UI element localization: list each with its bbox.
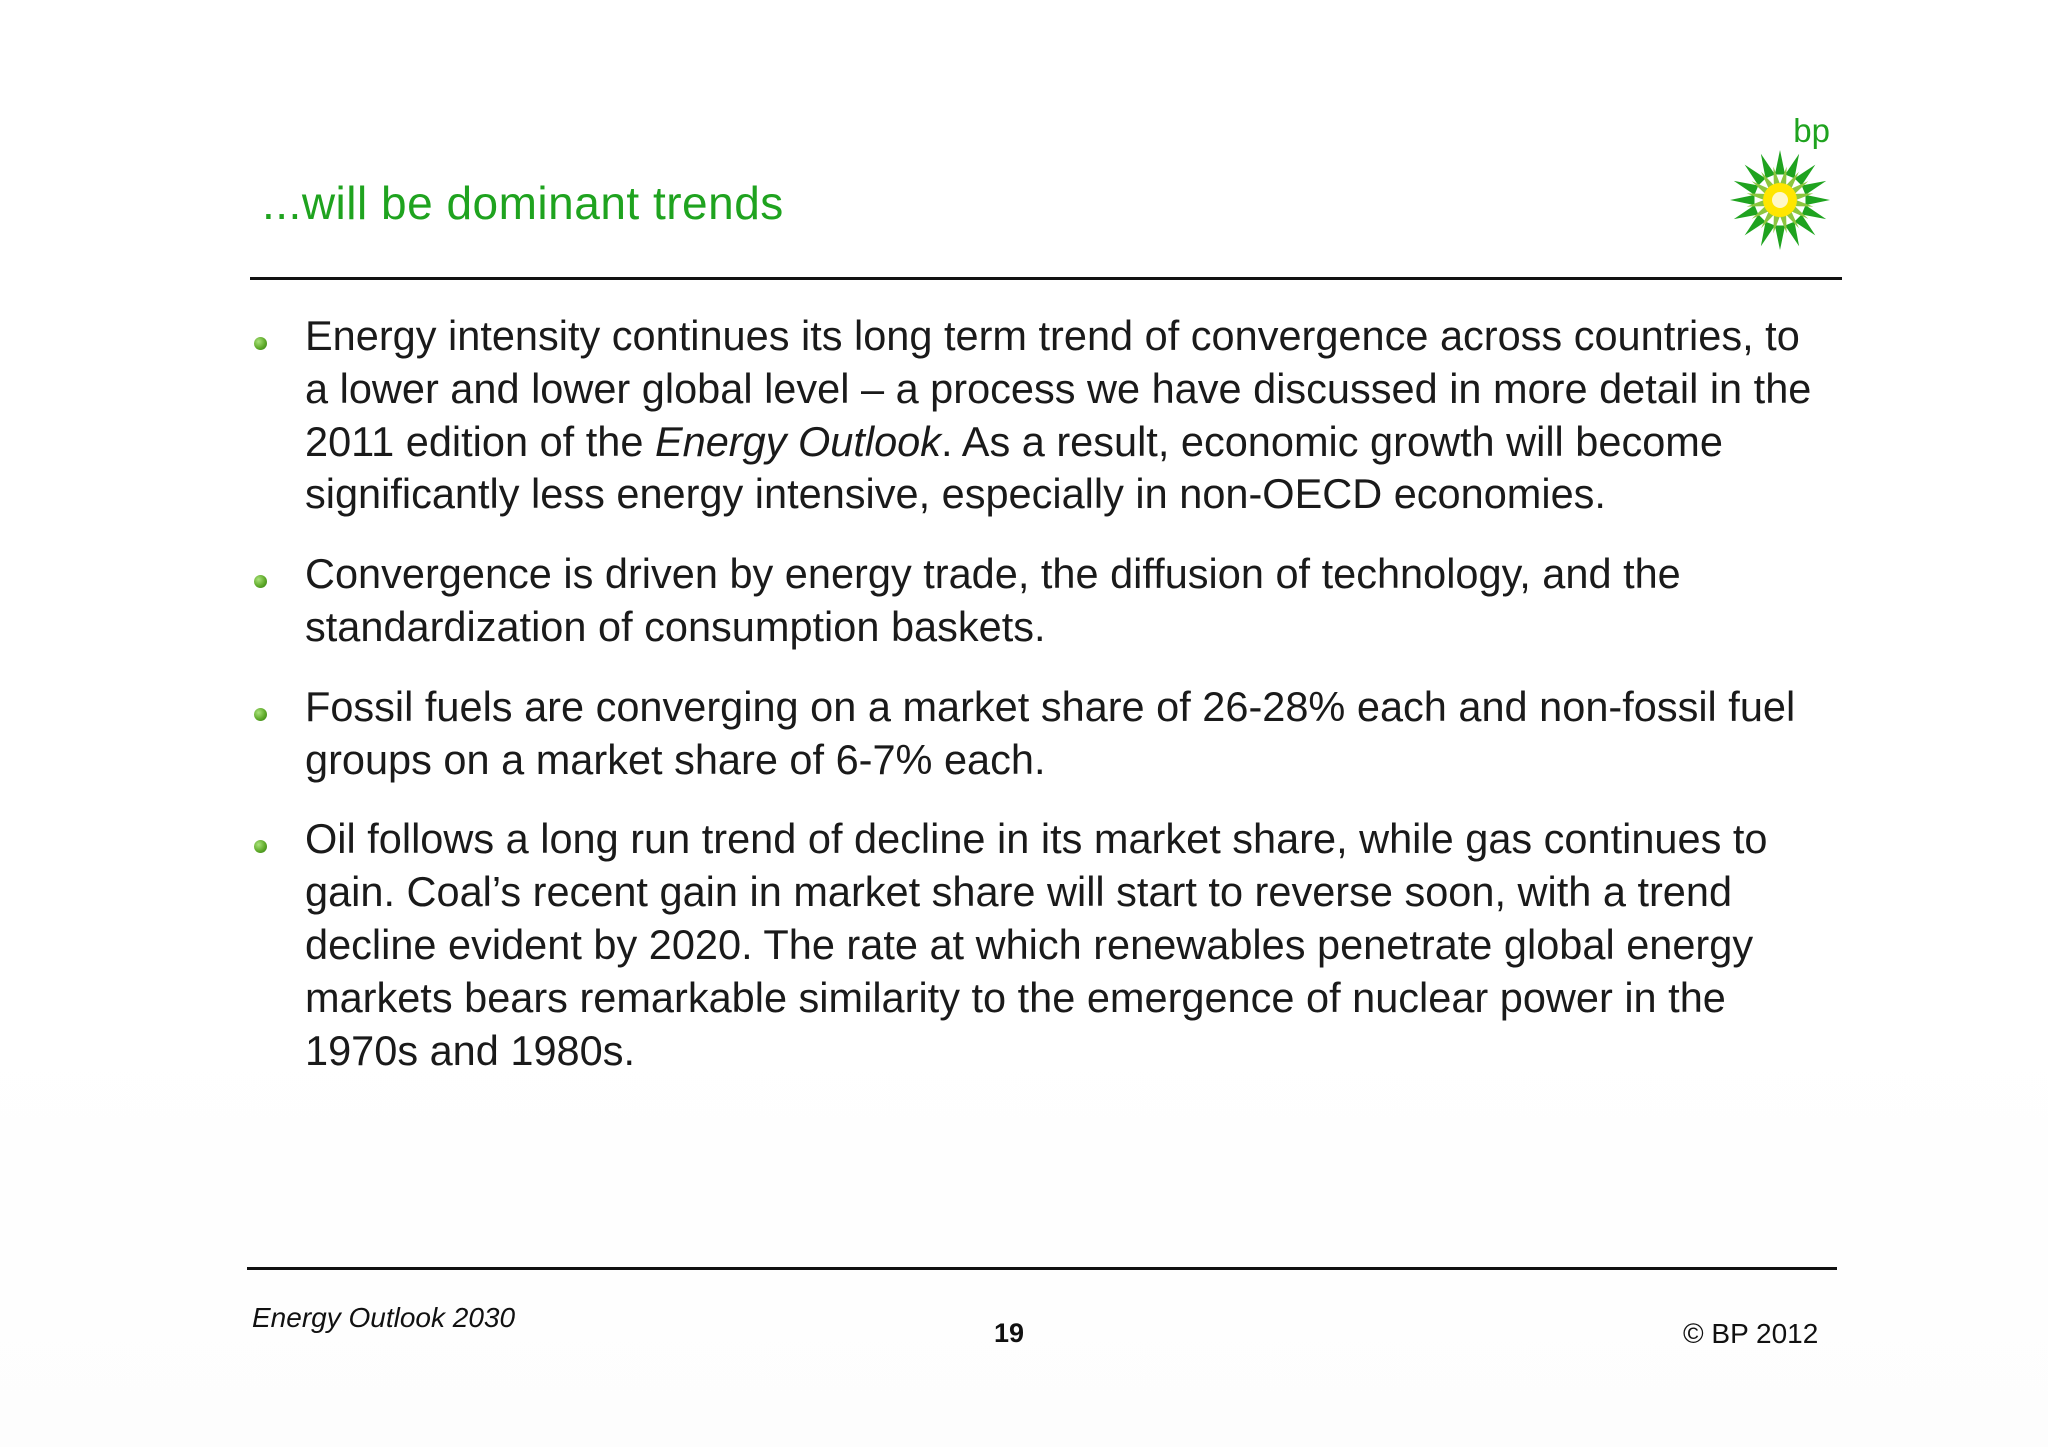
footer-publication: Energy Outlook 2030 xyxy=(252,1302,516,1333)
footer-copyright: © BP 2012 xyxy=(1683,1318,1819,1349)
footer-divider xyxy=(247,1267,1837,1270)
bullet-text: Oil follows a long run trend of decline in its market share, while gas continues to gain. Coal’s recent gain in market share will start to reverse soon, with a trend decline evident by 2020. The rate at which renewables penetrate global energy markets bears remarkable similarity to the emergence of nuclear power in the 1970s and 1980s. xyxy=(305,815,1768,1074)
page-number: 19 xyxy=(994,1318,1025,1348)
bp-logo xyxy=(1722,110,1842,260)
bullet-text: Fossil fuels are converging on a market share of 26-28% each and non-fossil fuel groups on a market share of 6-7% each. xyxy=(305,682,1796,783)
bullet-item xyxy=(252,310,1812,521)
bullet-list xyxy=(252,310,1812,1104)
bullet-text: Convergence is driven by energy trade, the diffusion of technology, and the standardization of consumption baskets. xyxy=(305,550,1681,650)
bullet-dot-icon xyxy=(254,708,267,721)
bullet-dot-icon xyxy=(254,337,267,350)
bullet-item xyxy=(252,813,1812,1077)
logo-ray xyxy=(1775,226,1785,250)
bullet-text: Energy intensity continues its long term trend of convergence across countries, to a lower and lower global level – a process we have discussed in more detail in the 2011 edition of the Energy Outlook. As a result, economic growth will become significantly less energy intensive, especially in non-OECD economies. xyxy=(305,312,1812,518)
bp-wordmark: bp xyxy=(1793,112,1830,149)
logo-ray xyxy=(1730,195,1754,205)
bullet-dot-icon xyxy=(254,575,267,588)
bullet-dot-icon xyxy=(254,840,267,853)
header-divider xyxy=(250,277,1842,280)
logo-ray xyxy=(1745,165,1766,186)
bullet-item xyxy=(252,548,1812,654)
helios-sunburst-icon xyxy=(1728,148,1832,252)
logo-ray xyxy=(1794,165,1815,186)
logo-ray xyxy=(1806,195,1830,205)
logo-ray xyxy=(1794,214,1815,235)
slide-title: ...will be dominant trends xyxy=(262,177,784,229)
bullet-item xyxy=(252,681,1812,787)
logo-ray xyxy=(1775,150,1785,174)
logo-ray xyxy=(1745,214,1766,235)
